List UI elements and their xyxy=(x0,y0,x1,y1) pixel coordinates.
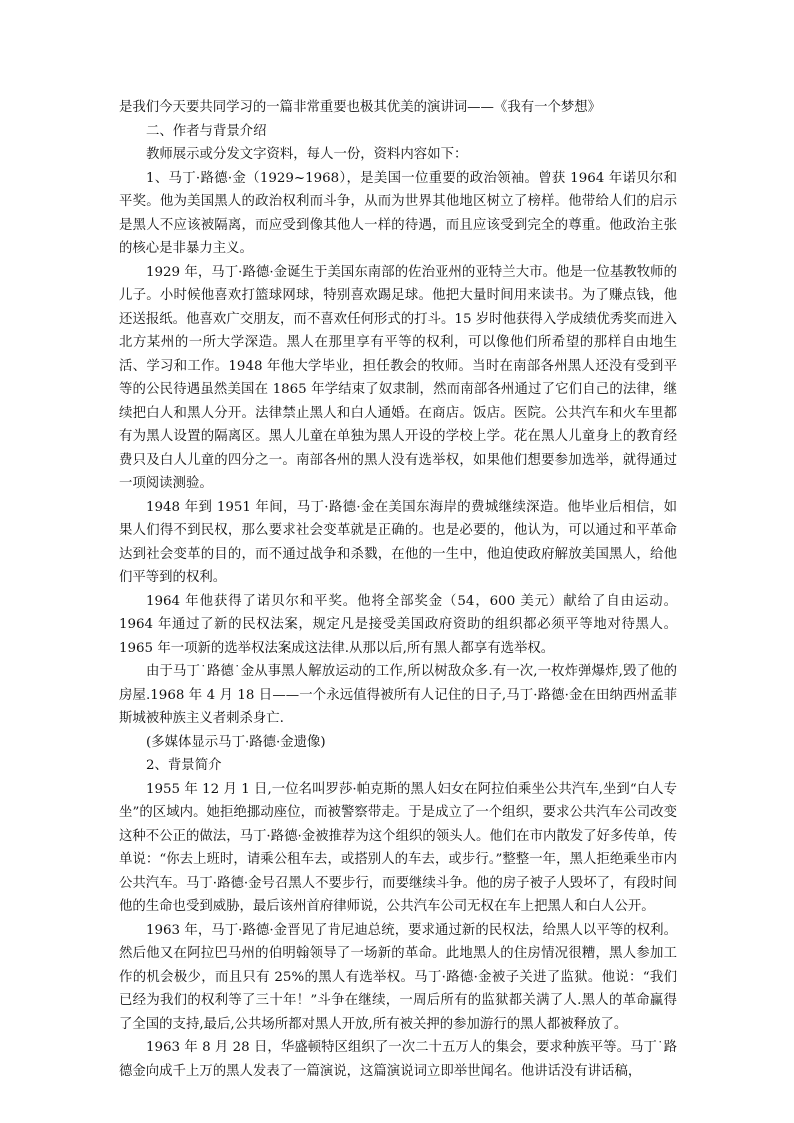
paragraph-multimedia-note: (多媒体显示马丁·路德·金遗像) xyxy=(146,734,326,750)
paragraph-1948-1951: 1948 年到 1951 年间，马丁·路德·金在美国东海岸的费城继续深造。他毕业后相信，如果人们得不到民权，那么要求社会变革就是正确的。也是必要的，他认为，可以通过和平革命达到社会变革的目的，而不通过战争和杀戮，在他的一生中，他迫使政府解放美国黑人，给他们平等到的权利。 xyxy=(119,499,677,585)
paragraph-king-summary: 1、马丁·路德·金（1929~1968），是美国一位重要的政治领袖。曾获 1964 年诺贝尔和平奖。他为美国黑人的政治权利而斗争，从而为世界其他地区树立了榜样。他带给人们的启示是黑人不应该被隔离，而应受到像其他人一样的待遇，而且应该受到完全的尊重。他政治主张的核心是非暴力主义。 xyxy=(119,170,677,256)
paragraph-1963-birmingham: 1963 年，马丁·路德·金晋见了肯尼迪总统，要求通过新的民权法，给黑人以平等的权利。然后他又在阿拉巴马州的伯明翰领导了一场新的革命。此地黑人的住房情况很糟，黑人参加工作的机会极少，而且只有 25%的黑人有选举权。马丁·路德·金被子关进了监狱。他说：“我们已经为我们的权利等了三十年！”斗争在继续，一周后所有的监狱都关满了人.黑人的革命赢得了全国的支持,最后,公共场所都对黑人开放,所有被关押的参加游行的黑人都被释放了。 xyxy=(119,922,677,1032)
paragraph-1963-washington: 1963 年 8 月 28 日，华盛顿特区组织了一次二十五万人的集会，要求种族平等。马丁˙路德金向成千上万的黑人发表了一篇演说，这篇演说词立即举世闻名。他讲话没有讲话稿， xyxy=(119,1040,677,1079)
document-page xyxy=(119,96,677,1083)
paragraph-1955-bus-boycott: 1955 年 12 月 1 日,一位名叫罗莎·帕克斯的黑人妇女在阿拉伯乘坐公共汽车,坐到“白人专坐”的区域内。她拒绝挪动座位，而被警察带走。于是成立了一个组织，要求公共汽车公司改变这种不公正的做法，马丁·路德·金被推荐为这个组织的领头人。他们在市内散发了好多传单，传单说：“你去上班时，请乘公租车去，或搭别人的车去，或步行。”整整一年，黑人拒绝乘坐市内公共汽车。马丁·路德·金号召黑人不要步行，而要继续斗争。他的房子被子人毁坏了，有段时间他的生命也受到威胁，最后该州首府律师说，公共汽车公司无权在车上把黑人和白人公开。 xyxy=(119,781,677,914)
paragraph-assassination: 由于马丁˙路德˙金从事黑人解放运动的工作,所以树敌众多.有一次,一枚炸弹爆炸,毁了他的房屋.1968 年 4 月 18 日——一个永远值得被所有人记住的日子,马丁·路德·金在田纳西州孟菲斯城被种族主义者刺杀身亡. xyxy=(119,664,677,726)
paragraph-1964-nobel: 1964 年他获得了诺贝尔和平奖。他将全部奖金（54，600 美元）献给了自由运动。1964 年通过了新的民权法案，规定凡是接受美国政府资助的组织都必须平等地对待黑人。1965 年一项新的选举权法案成这法律.从那以后,所有黑人都享有选举权。 xyxy=(119,593,677,656)
paragraph-1929-biography: 1929 年，马丁·路德·金诞生于美国东南部的佐治亚州的亚特兰大市。他是一位基教牧师的儿子。小时候他喜欢打篮球网球，特别喜欢踢足球。他把大量时间用来读书。为了赚点钱，他还送报纸。他喜欢广交朋友，而不喜欢任何形式的打斗。15 岁时他获得入学成绩优秀奖而进入北方某州的一所大学深造。黑人在那里享有平等的权利，可以像他们所希望的那样自由地生活、学习和工作。1948 年他大学毕业，担任教会的牧师。当时在南部各州黑人还没有受到平等的公民待遇虽然美国在 1865 年学结束了奴隶制，然而南部各州通过了它们自己的法律，继续把白人和黑人分开。法律禁止黑人和白人通婚。在商店。饭店。医院。公共汽车和火车里都有为黑人设置的隔离区。黑人儿童在单独为黑人开设的学校上学。花在黑人儿童身上的教育经费只及白人儿童的四分之一。南部各州的黑人没有选举权，如果他们想要参加选举，就得通过一项阅读测验。 xyxy=(119,264,677,491)
section-heading-author-background: 二、作者与背景介绍 xyxy=(146,123,267,139)
section-heading-background-brief: 2、背景简介 xyxy=(146,758,222,773)
paragraph-materials-note: 教师展示或分发文字资料，每人一份，资料内容如下： xyxy=(146,147,468,162)
paragraph-intro: 是我们今天要共同学习的一篇非常重要也极其优美的演讲词——《我有一个梦想》 xyxy=(119,100,602,115)
